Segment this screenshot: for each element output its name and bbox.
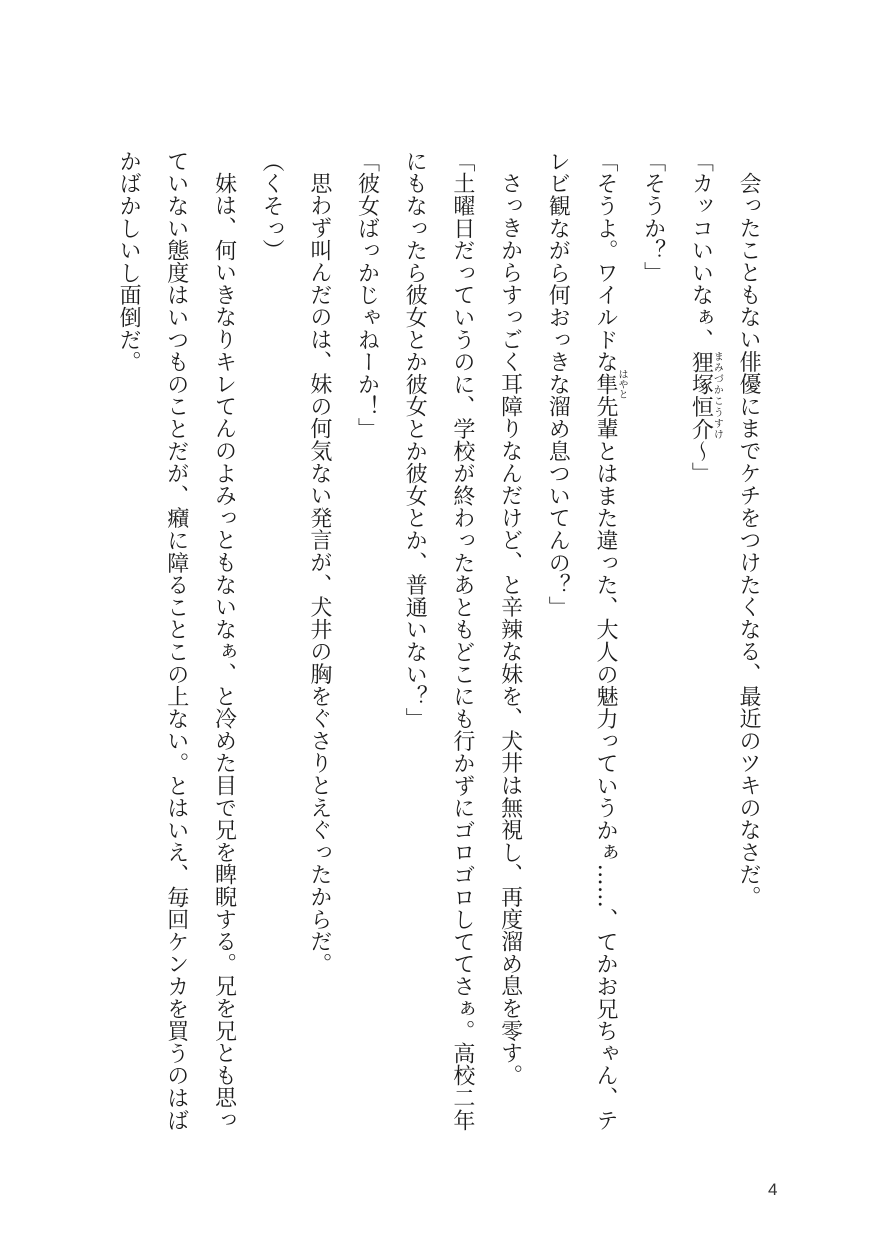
text-line: （くそっ） [259, 150, 285, 262]
text-segment: 「そうよ。ワイルドな [592, 150, 618, 373]
text-line: さっきからすっごく耳障りなんだけど、と辛辣な妹を、犬井は無視し、再度溜め息を零す。 [497, 172, 523, 1087]
ruby-word [688, 350, 723, 440]
text-line: 「土曜日だっていうのに、学校が終わったあともどこにも行かずにゴロゴロしててさぁ。高校二年 [449, 150, 475, 1132]
body-text [104, 150, 772, 1140]
text-line: 妹は、何いきなりキレてんのよみっともないなぁ、と冷めた目で兄を睥睨する。兄を兄とも思っ [211, 172, 237, 1132]
text-line: 会ったこともない俳優にまでケチをつけたくなる、最近のツキのなさだ。 [736, 172, 761, 909]
text-segment: 先輩とはまた違った、大人の魅力っていうかぁ……、てかお兄ちゃん、テ [592, 395, 618, 1132]
text-line: にもなったら彼女とか彼女とか彼女とか、普通いない？」 [402, 150, 428, 730]
text-line: ていない態度はいつものことだが、癪に障ることこの上ない。とはいえ、毎回ケンカを買うのはば [163, 150, 189, 1132]
page-number: 4 [768, 1180, 778, 1199]
text-line [677, 150, 725, 1140]
ruby-annotation: はやと [615, 369, 627, 400]
text-line: 思わず叫んだのは、妹の何気ない発言が、犬井の胸をぐさりとえぐったからだ。 [306, 172, 332, 976]
ruby-base: 狸塚恒介 [688, 350, 714, 440]
text-line: かばかしいし面倒だ。 [116, 150, 142, 373]
text-line: 「そうか？」 [640, 150, 666, 284]
text-segment: 「カッコいいなぁ、 [688, 150, 714, 351]
text-line: 「彼女ばっかじゃねーか！」 [354, 150, 380, 440]
text-segment: ～」 [688, 439, 714, 485]
ruby-word [592, 369, 627, 400]
text-line [581, 150, 629, 1140]
ruby-base: 隼 [592, 369, 618, 400]
ruby-annotation: まみづかこうすけ [711, 350, 723, 440]
text-line: レビ観ながら何おっきな溜め息ついてんの？」 [545, 150, 571, 619]
